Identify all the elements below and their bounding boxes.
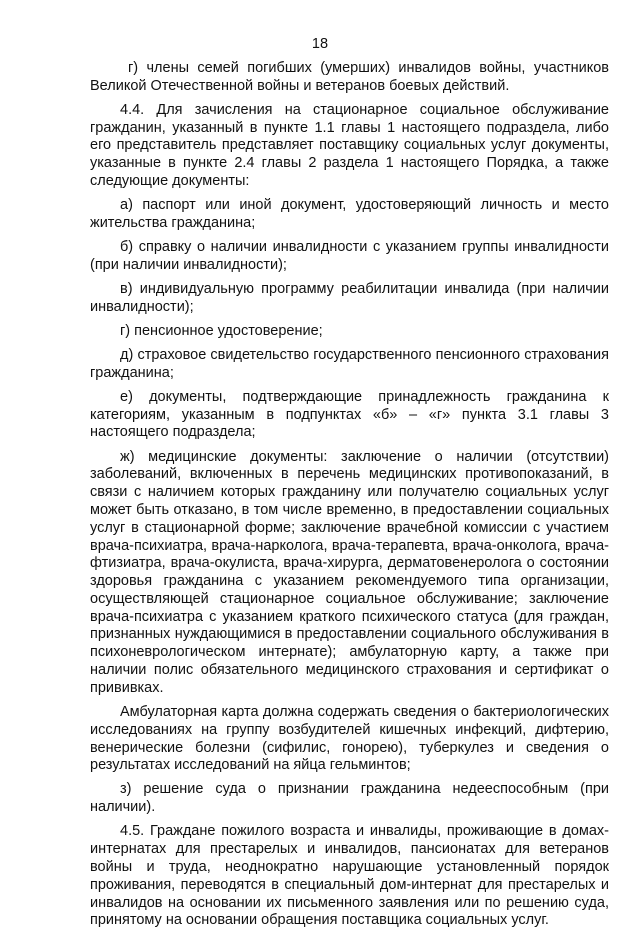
list-item-zh-medical-documents: ж) медицинские документы: заключение о наличии (отсутствии) заболеваний, включенных в перечень медицинских противопоказаний, в связи с наличием которых гражданину или получателю социальных услуг может быть отказано, в том числе временно, в предоставлении социальных услуг в стационарной форме; заключение врачебной комиссии с участием врача-психиатра, врача-нарколога, врача-терапевта, врача-онколога, врача-фтизиатра, врача-окулиста, врача-хирурга, дерматовенеролога о состоянии здоровья гражданина с указанием рекомендуемого типа организации, осуществляющей стационарное социальное обслуживание; заключение врача-психиатра с указанием краткого психического статуса (для граждан, признанных нуждающимися в предоставлении социального обслуживания в психоневрологическом интернате); амбулаторную карту, а также при наличии полис обязательного медицинского страхования и сертификат о прививках. bbox=[90, 448, 609, 696]
list-item-b-disability-certificate: б) справку о наличии инвалидности с указанием группы инвалидности (при наличии инвалидности); bbox=[90, 239, 609, 273]
list-item-a-passport: а) паспорт или иной документ, удостоверяющий личность и место жительства гражданина; bbox=[90, 197, 609, 231]
list-item-g-pension-certificate: г) пенсионное удостоверение; bbox=[120, 322, 323, 339]
list-item-d-insurance-certificate: д) страховое свидетельство государственного пенсионного страхования гражданина; bbox=[90, 346, 609, 381]
paragraph-outpatient-card: Амбулаторная карта должна содержать сведения о бактериологических исследованиях на группу возбудителей кишечных инфекций, дифтерию, венерические болезни (сифилис, гонорею), туберкулез и сведения о результатах исследований на яйца гельминтов; bbox=[90, 703, 609, 774]
list-item-v-rehabilitation-program: в) индивидуальную программу реабилитации инвалида (при наличии инвалидности); bbox=[90, 280, 609, 315]
body-text bbox=[90, 60, 609, 936]
paragraph-4-5-transfer: 4.5. Граждане пожилого возраста и инвалиды, проживающие в домах-интернатах для престарелых и инвалидов, пансионатах для ветеранов войны и труда, неоднократно нарушающие установленный порядок проживания, переводятся в специальный дом-интернат для престарелых и инвалидов на основании их письменного заявления или по решению суда, принятому на основании обращения поставщика социальных услуг. bbox=[90, 823, 609, 929]
list-item-z-court-decision: з) решение суда о признании гражданина недееспособным (при наличии). bbox=[90, 781, 609, 816]
paragraph-4-4-enrollment: 4.4. Для зачисления на стационарное социальное обслуживание гражданин, указанный в пункте 1.1 главы 1 настоящего подраздела, либо его представитель представляет поставщику социальных услуг документы, указанные в пункте 2.4 главы 2 раздела 1 настоящего Порядка, а также следующие документы: bbox=[90, 101, 609, 190]
paragraph-item-g-families: г) члены семей погибших (умерших) инвалидов войны, участников Великой Отечественной войны и ветеранов боевых действий. bbox=[90, 60, 609, 94]
list-item-e-category-documents: е) документы, подтверждающие принадлежность гражданина к категориям, указанным в подпунктах «б» – «г» пункта 3.1 главы 3 настоящего подраздела; bbox=[90, 388, 609, 441]
page-number: 18 bbox=[311, 36, 329, 52]
